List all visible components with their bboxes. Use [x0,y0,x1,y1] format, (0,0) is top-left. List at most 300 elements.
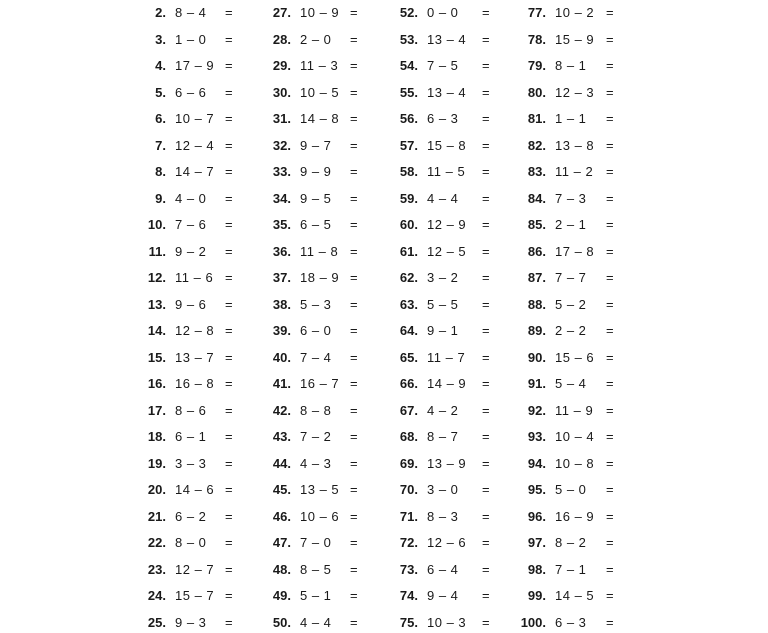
problem-number-cell [372,454,418,474]
problem-expression: 6 – 4 [427,561,459,577]
problem-expression: 12 – 6 [427,535,467,550]
problem-row [245,374,375,394]
problem-number: 54. [399,58,418,73]
problem-number-cell [372,242,418,262]
problem-expression: 10 – 9 [300,5,340,20]
problem-expression: 5 – 0 [555,482,587,497]
equals-sign: = [482,243,490,259]
problem-number-cell [245,321,291,341]
problem-row [120,189,250,209]
problem-number-cell [245,586,291,606]
problem-number-cell [500,454,546,474]
problem-row [372,83,502,103]
problem-row [120,3,250,23]
problem-row [500,162,630,182]
equals-sign: = [606,217,614,232]
equals-sign: = [482,270,490,285]
problem-number-cell [120,560,166,580]
problem-number-cell [120,3,166,23]
problem-expression: 11 – 8 [300,243,339,259]
problem-number-cell [500,242,546,262]
problem-number: 10. [147,217,166,232]
problem-number-cell [500,30,546,50]
problem-expression: 4 – 3 [300,455,332,471]
problem-row [372,480,502,500]
problem-row [120,242,250,262]
problem-number-cell [120,401,166,421]
problem-number-cell [372,533,418,553]
problem-number: 13. [147,296,166,312]
problem-number: 3. [155,31,166,47]
equals-sign: = [482,561,490,577]
problem-row [372,348,502,368]
equals-sign: = [482,349,490,365]
problem-row [245,30,375,50]
problem-expression: 7 – 6 [175,217,207,232]
problem-row [500,533,630,553]
problem-expression: 17 – 8 [555,243,595,259]
problem-number: 96. [527,508,546,524]
equals-sign: = [225,243,233,259]
problem-expression: 7 – 2 [300,429,332,444]
problem-number: 48. [272,561,291,577]
equals-sign: = [606,243,614,259]
problem-number: 24. [147,588,166,603]
problem-row [245,109,375,129]
problem-number-cell [372,295,418,315]
problem-row [245,348,375,368]
problem-row [120,533,250,553]
problem-number-cell [500,215,546,235]
problem-expression: 7 – 4 [300,349,332,365]
problem-expression: 9 – 7 [300,137,332,153]
problem-expression: 14 – 7 [175,164,215,179]
equals-sign: = [606,402,614,418]
equals-sign: = [225,270,233,285]
problem-expression: 15 – 9 [555,31,595,47]
problem-row [120,480,250,500]
problem-number: 77. [527,5,546,20]
problem-number-cell [500,268,546,288]
equals-sign: = [482,482,490,497]
equals-sign: = [350,402,358,418]
problem-number-cell [500,374,546,394]
problem-row [372,30,502,50]
problem-expression: 11 – 5 [427,164,466,179]
equals-sign: = [606,137,614,153]
problem-row [372,136,502,156]
problem-number-cell [372,427,418,447]
problem-row [120,401,250,421]
problem-expression: 7 – 1 [555,561,587,577]
problem-row [372,109,502,129]
problem-row [120,136,250,156]
problem-number: 8. [155,164,166,179]
problem-number: 17. [147,402,166,418]
problem-number-cell [245,189,291,209]
equals-sign: = [482,535,490,550]
problem-number-cell [372,109,418,129]
equals-sign: = [225,535,233,550]
problem-expression: 4 – 4 [427,190,459,206]
equals-sign: = [350,111,358,126]
problem-expression: 9 – 2 [175,243,207,259]
equals-sign: = [225,402,233,418]
problem-row [500,3,630,23]
problem-expression: 9 – 4 [427,588,459,603]
problem-number-cell [500,507,546,527]
problem-row [500,427,630,447]
equals-sign: = [225,323,233,338]
problem-row [500,83,630,103]
equals-sign: = [350,588,358,603]
problem-row [120,295,250,315]
problem-number-cell [245,242,291,262]
equals-sign: = [606,535,614,550]
problem-number: 61. [399,243,418,259]
problem-number-cell [500,295,546,315]
problem-number-cell [120,321,166,341]
problem-row [245,268,375,288]
problem-number: 98. [527,561,546,577]
problem-expression: 10 – 7 [175,111,215,126]
equals-sign: = [225,111,233,126]
problem-expression: 15 – 7 [175,588,215,603]
problem-number: 81. [527,111,546,126]
problem-expression: 10 – 6 [300,508,340,524]
problem-expression: 13 – 4 [427,84,467,100]
problem-number-cell [120,374,166,394]
equals-sign: = [482,429,490,444]
problem-number-cell [245,560,291,580]
equals-sign: = [225,58,233,73]
problem-expression: 4 – 0 [175,190,207,206]
problem-number-cell [120,533,166,553]
problem-row [500,348,630,368]
problem-number: 93. [527,429,546,444]
problem-number: 46. [272,508,291,524]
problem-row [500,295,630,315]
problem-row [500,374,630,394]
equals-sign: = [482,323,490,338]
problem-expression: 16 – 7 [300,376,340,391]
problem-expression: 18 – 9 [300,270,340,285]
problem-number-cell [372,348,418,368]
equals-sign: = [482,58,490,73]
problem-number-cell [245,268,291,288]
problem-expression: 3 – 0 [427,482,459,497]
problem-expression: 9 – 9 [300,164,332,179]
problem-number: 35. [272,217,291,232]
problem-expression: 15 – 6 [555,349,595,365]
problem-expression: 8 – 6 [175,402,207,418]
problem-expression: 8 – 5 [300,561,332,577]
problem-expression: 8 – 2 [555,535,587,550]
problem-expression: 10 – 4 [555,429,595,444]
problem-number-cell [245,427,291,447]
equals-sign: = [482,402,490,418]
problem-row [500,268,630,288]
equals-sign: = [225,296,233,312]
problem-number: 67. [399,402,418,418]
problem-row [120,560,250,580]
problem-row [372,189,502,209]
problem-row [120,83,250,103]
problem-number-cell [372,480,418,500]
problem-row [372,427,502,447]
problem-expression: 16 – 8 [175,376,215,391]
equals-sign: = [225,482,233,497]
problem-number-cell [245,215,291,235]
problem-row [120,348,250,368]
problem-number: 78. [527,31,546,47]
equals-sign: = [225,84,233,100]
problem-number: 41. [272,376,291,391]
problem-number-cell [120,348,166,368]
problem-number-cell [372,586,418,606]
problem-number: 11. [148,243,166,259]
problem-row [500,401,630,421]
problem-row [245,533,375,553]
problem-number: 45. [272,482,291,497]
problem-number-cell [500,83,546,103]
problem-row [500,321,630,341]
problem-number-cell [120,454,166,474]
problem-expression: 13 – 4 [427,31,467,47]
problem-number-cell [245,30,291,50]
problem-number-cell [500,427,546,447]
problem-number: 7. [155,137,166,153]
equals-sign: = [606,614,614,630]
problem-number: 89. [527,323,546,338]
problem-number-cell [245,507,291,527]
problem-row [245,162,375,182]
problem-number: 23. [147,561,166,577]
problem-number: 62. [399,270,418,285]
problem-number: 73. [399,561,418,577]
problem-expression: 9 – 1 [427,323,459,338]
problem-number: 97. [527,535,546,550]
problem-number: 70. [399,482,418,497]
problem-number-cell [120,295,166,315]
problem-expression: 8 – 0 [175,535,207,550]
problem-number-cell [372,401,418,421]
problem-number: 90. [527,349,546,365]
problem-number: 19. [147,455,166,471]
problem-row [245,507,375,527]
problem-number-cell [372,136,418,156]
problem-row [372,56,502,76]
problem-number-cell [372,507,418,527]
problem-number: 65. [399,349,418,365]
equals-sign: = [606,455,614,471]
problem-number: 79. [527,58,546,73]
problem-row [120,215,250,235]
problem-row [372,586,502,606]
problem-row [120,507,250,527]
equals-sign: = [225,31,233,47]
equals-sign: = [482,137,490,153]
problem-number: 94. [527,455,546,471]
problem-expression: 3 – 2 [427,270,459,285]
problem-number-cell [120,136,166,156]
problem-number: 31. [272,111,291,126]
problem-number-cell [120,480,166,500]
problem-row [500,30,630,50]
problem-number-cell [500,401,546,421]
problem-expression: 13 – 7 [175,349,215,365]
problem-row [245,56,375,76]
problem-expression: 12 – 5 [427,243,467,259]
problem-number: 91. [527,376,546,391]
problem-number: 63. [399,296,418,312]
problem-number-cell [500,3,546,23]
equals-sign: = [225,190,233,206]
problem-row [372,321,502,341]
problem-expression: 3 – 3 [175,455,207,471]
equals-sign: = [350,323,358,338]
problem-row [245,295,375,315]
problem-expression: 9 – 6 [175,296,207,312]
problem-expression: 6 – 1 [175,429,207,444]
problem-number-cell [245,533,291,553]
equals-sign: = [606,323,614,338]
equals-sign: = [482,614,490,630]
problem-row [372,162,502,182]
problem-number-cell [120,268,166,288]
problem-row [245,136,375,156]
problem-number: 69. [399,455,418,471]
problem-expression: 6 – 5 [300,217,332,232]
equals-sign: = [225,376,233,391]
problem-row [120,109,250,129]
problem-number-cell [500,321,546,341]
problem-row [500,454,630,474]
problem-number: 84. [527,190,546,206]
problem-number-cell [372,56,418,76]
problem-number: 2. [155,5,166,20]
problem-row [245,427,375,447]
problem-row [372,242,502,262]
equals-sign: = [606,58,614,73]
problem-number-cell [245,295,291,315]
problem-expression: 10 – 8 [555,455,595,471]
equals-sign: = [482,217,490,232]
problem-number: 22. [147,535,166,550]
equals-sign: = [350,217,358,232]
problem-number: 27. [272,5,291,20]
equals-sign: = [606,429,614,444]
problem-number: 36. [272,243,291,259]
equals-sign: = [350,614,358,630]
problem-number: 64. [399,323,418,338]
problem-column-1 [120,0,250,630]
problem-row [245,586,375,606]
problem-number: 9. [155,190,166,206]
problem-expression: 10 – 2 [555,5,595,20]
problem-row [500,560,630,580]
problem-number: 99. [527,588,546,603]
problem-expression: 6 – 3 [555,614,587,630]
problem-number: 37. [272,270,291,285]
problem-row [245,215,375,235]
equals-sign: = [350,376,358,391]
problem-row [500,56,630,76]
problem-number: 32. [272,137,291,153]
equals-sign: = [350,164,358,179]
equals-sign: = [350,349,358,365]
problem-expression: 8 – 7 [427,429,459,444]
problem-number: 34. [272,190,291,206]
problem-expression: 8 – 1 [555,58,587,73]
problem-row [500,136,630,156]
problem-number: 12. [147,270,166,285]
problem-number-cell [120,189,166,209]
problem-column-3 [372,0,502,630]
problem-row [120,56,250,76]
problem-expression: 14 – 6 [175,482,215,497]
problem-number-cell [372,321,418,341]
equals-sign: = [350,455,358,471]
problem-row [500,215,630,235]
problem-number: 39. [272,323,291,338]
problem-number: 56. [399,111,418,126]
problem-expression: 16 – 9 [555,508,595,524]
problem-number: 95. [527,482,546,497]
problem-number-cell [372,374,418,394]
problem-number: 68. [399,429,418,444]
problem-number-cell [120,427,166,447]
problem-number: 53. [399,31,418,47]
equals-sign: = [350,561,358,577]
equals-sign: = [606,31,614,47]
problem-number: 72. [399,535,418,550]
equals-sign: = [350,508,358,524]
problem-row [120,268,250,288]
problem-expression: 2 – 0 [300,31,332,47]
problem-row [245,560,375,580]
equals-sign: = [225,217,233,232]
equals-sign: = [225,455,233,471]
problem-number: 28. [272,31,291,47]
problem-number-cell [500,56,546,76]
equals-sign: = [606,84,614,100]
equals-sign: = [225,614,233,630]
problem-number-cell [120,83,166,103]
equals-sign: = [606,164,614,179]
problem-row [245,3,375,23]
equals-sign: = [350,58,358,73]
problem-column-4 [500,0,630,630]
problem-number: 49. [272,588,291,603]
problem-expression: 8 – 8 [300,402,332,418]
problem-expression: 4 – 4 [300,614,332,630]
problem-row [120,30,250,50]
equals-sign: = [606,376,614,391]
problem-expression: 13 – 9 [427,455,467,471]
problem-number-cell [372,215,418,235]
problem-expression: 9 – 5 [300,190,332,206]
problem-number: 43. [272,429,291,444]
problem-row [500,480,630,500]
equals-sign: = [350,243,358,259]
problem-number-cell [120,162,166,182]
problem-number-cell [372,162,418,182]
problem-number: 86. [527,243,546,259]
problem-number: 88. [527,296,546,312]
problem-number: 82. [527,137,546,153]
problem-number-cell [120,109,166,129]
